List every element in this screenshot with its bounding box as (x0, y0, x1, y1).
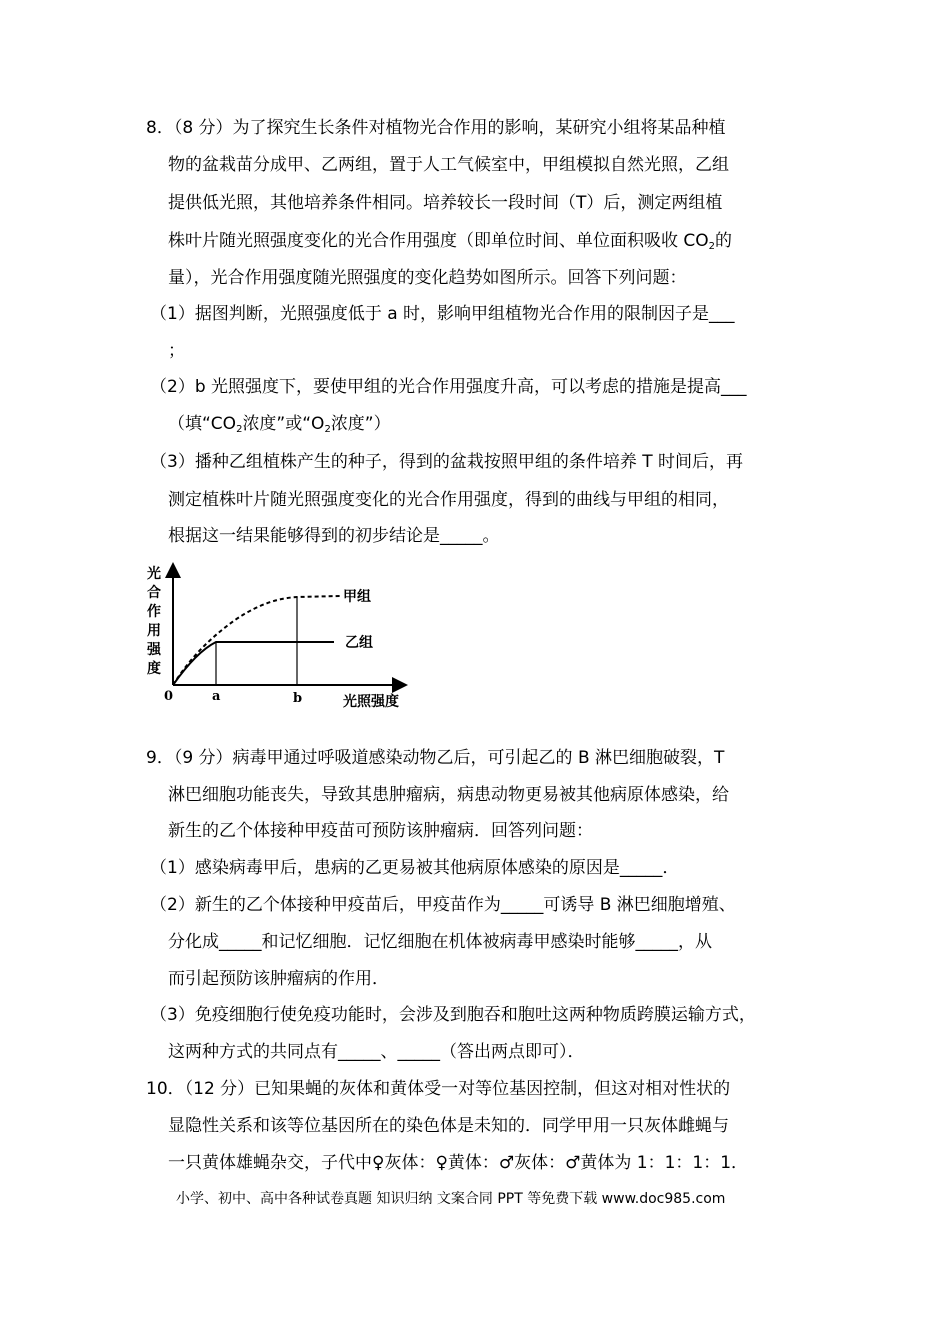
q8-sub-2-cont: （填“$CO_2$浓度”或“$O_2$浓度”） (168, 414, 391, 435)
q9-line-3: 新生的乙个体接种甲疫苗可预防该肿瘤病．回答列问题： (168, 821, 593, 841)
y-label-char: 作 (147, 604, 161, 620)
q10-line-2: 显隐性关系和该等位基因所在的染色体是未知的．同学甲用一只灰体雌蝇与 (168, 1116, 729, 1136)
q9-line-2: 淋巴细胞功能丧失，导致其患肿瘤病，病患动物更易被其他病原体感染，给 (168, 785, 729, 805)
q9-sub-2-cont-1: 分化成_____和记忆细胞．记忆细胞在机体被病毒甲感染时能够_____，从 (168, 932, 712, 952)
y-label-char: 光 (147, 566, 161, 582)
series-yi-line (173, 642, 334, 685)
q8-line-4: 株叶片随光照强度变化的光合作用强度（即单位时间、单位面积吸收 $CO_2$的 (168, 231, 733, 252)
q8-line-1: 8．（8 分）为了探究生长条件对植物光合作用的影响，某研究小组将某品种植 (146, 118, 726, 138)
y-label-char: 强 (147, 642, 161, 658)
series-jia-label: 甲组 (343, 589, 371, 605)
q9-sub-3-cont: 这两种方式的共同点有_____、_____（答出两点即可）． (168, 1042, 585, 1062)
q9-sub-2: （2）新生的乙个体接种甲疫苗后，甲疫苗作为_____可诱导 B 淋巴细胞增殖、 (150, 895, 736, 915)
q8-sub-3-cont-2: 根据这一结果能够得到的初步结论是_____。 (168, 526, 500, 546)
tick-b-label: b (293, 691, 303, 706)
q10-line-3: 一只黄体雄蝇杂交，子代中♀灰体：♀黄体：♂灰体：♂黄体为 1：1：1：1． (168, 1153, 749, 1173)
photosynthesis-chart (140, 558, 420, 718)
q10-line-1: 10．（12 分）已知果蝇的灰体和黄体受一对等位基因控制，但这对相对性状的 (146, 1079, 731, 1099)
q8-line-5: 量），光合作用强度随光照强度的变化趋势如图所示。回答下列问题： (168, 268, 687, 288)
y-label-char: 用 (147, 623, 161, 639)
q8-sub-2: （2）b 光照强度下，要使甲组的光合作用强度升高，可以考虑的措施是提高___ (150, 377, 747, 397)
y-label-char: 合 (147, 585, 161, 601)
q8-sub-3: （3）播种乙组植株产生的种子，得到的盆栽按照甲组的条件培养 T 时间后，再 (150, 452, 744, 472)
q9-sub-1: （1）感染病毒甲后，患病的乙更易被其他病原体感染的原因是_____． (150, 858, 680, 878)
q8-sub-1: （1）据图判断，光照强度低于 a 时，影响甲组植物光合作用的限制因子是___ (150, 304, 735, 324)
q8-line-3: 提供低光照，其他培养条件相同。培养较长一段时间（T）后，测定两组植 (168, 193, 723, 213)
tick-a-label: a (212, 689, 221, 704)
x-axis-label: 光照强度 (343, 694, 399, 710)
q8-sub-1-cont: ； (168, 341, 185, 361)
series-jia-line (173, 596, 340, 685)
series-yi-label: 乙组 (345, 635, 373, 651)
footer-text: 小学、初中、高中各种试卷真题 知识归纳 文案合同 PPT 等免费下载 www.doc985.com (176, 1191, 726, 1207)
origin-label: 0 (164, 689, 174, 704)
q9-line-1: 9．（9 分）病毒甲通过呼吸道感染动物乙后，可引起乙的 B 淋巴细胞破裂，T (146, 748, 725, 768)
y-label-char: 度 (147, 661, 161, 677)
q9-sub-2-cont-2: 而引起预防该肿瘤病的作用． (168, 969, 389, 989)
q9-sub-3: （3）免疫细胞行使免疫功能时，会涉及到胞吞和胞吐这两种物质跨膜运输方式， (150, 1005, 756, 1025)
q8-sub-3-cont-1: 测定植株叶片随光照强度变化的光合作用强度，得到的曲线与甲组的相同， (168, 490, 729, 510)
q8-line-2: 物的盆栽苗分成甲、乙两组，置于人工气候室中，甲组模拟自然光照，乙组 (168, 155, 729, 175)
